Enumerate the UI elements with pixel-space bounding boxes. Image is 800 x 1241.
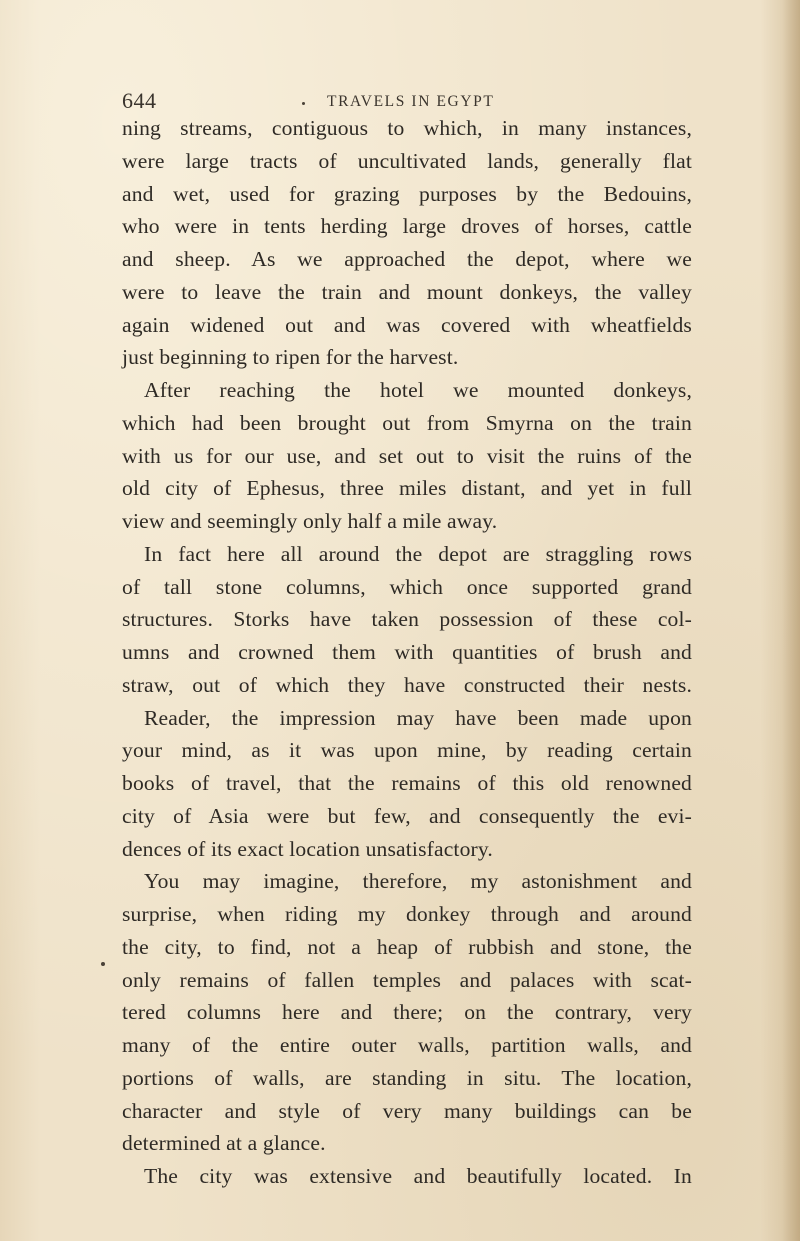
page-number: 644 bbox=[122, 88, 157, 113]
text-line: In fact here all around the depot are straggling rows bbox=[144, 541, 692, 566]
text-line: just beginning to ripen for the harvest. bbox=[122, 345, 459, 370]
text-line: were to leave the train and mount donkeys, the valley bbox=[122, 279, 692, 304]
text-line: again widened out and was covered with wheatfields bbox=[122, 312, 692, 337]
text-line: Reader, the impression may have been made upon bbox=[144, 705, 692, 730]
text-line: books of travel, that the remains of this old renowned bbox=[122, 771, 692, 795]
text-line: with us for our use, and set out to visit the ruins of the bbox=[122, 443, 692, 468]
text-line: your mind, as it was upon mine, by reading certain bbox=[122, 738, 692, 763]
text-line: old city of Ephesus, three miles distant, and yet in full bbox=[122, 476, 692, 501]
text-line: determined at a glance. bbox=[122, 1131, 326, 1156]
text-line: were large tracts of uncultivated lands, generally flat bbox=[122, 148, 692, 173]
text-line: who were in tents herding large droves of horses, cattle bbox=[122, 214, 692, 239]
text-line: view and seemingly only half a mile away. bbox=[122, 509, 498, 533]
text-line: ning streams, contiguous to which, in many instances, bbox=[122, 116, 692, 140]
text-line: character and style of very many buildings can be bbox=[122, 1098, 692, 1123]
page-edge-shadow bbox=[782, 0, 800, 1241]
text-line: the city, to find, not a heap of rubbish and stone, the bbox=[122, 934, 692, 959]
margin-mark bbox=[101, 962, 105, 966]
body-text bbox=[122, 112, 692, 1193]
text-line: The city was extensive and beautifully located. In bbox=[144, 1164, 692, 1188]
text-line: structures. Storks have taken possession of these col- bbox=[122, 607, 692, 632]
text-line: portions of walls, are standing in situ. The location, bbox=[122, 1065, 692, 1090]
text-line: only remains of fallen temples and palaces with scat- bbox=[122, 967, 692, 992]
text-line: of tall stone columns, which once supported grand bbox=[122, 574, 692, 599]
text-line: many of the entire outer walls, partition walls, and bbox=[122, 1033, 692, 1057]
text-line: which had been brought out from Smyrna on the train bbox=[122, 410, 692, 435]
text-line: dences of its exact location unsatisfactory. bbox=[122, 836, 493, 861]
text-line: surprise, when riding my donkey through and around bbox=[122, 902, 692, 926]
text-line: and sheep. As we approached the depot, where we bbox=[122, 247, 692, 271]
text-line: city of Asia were but few, and consequently the evi- bbox=[122, 803, 692, 828]
text-line: You may imagine, therefore, my astonishment and bbox=[144, 869, 692, 894]
text-line: umns and crowned them with quantities of brush and bbox=[122, 640, 692, 664]
text-line: tered columns here and there; on the contrary, very bbox=[122, 1000, 692, 1025]
text-line: straw, out of which they have constructed their nests. bbox=[122, 672, 692, 697]
text-line: After reaching the hotel we mounted donkeys, bbox=[144, 378, 692, 402]
running-head: TRAVELS IN EGYPT bbox=[327, 93, 495, 110]
header-ornament-dot bbox=[302, 102, 305, 105]
text-line: and wet, used for grazing purposes by the Bedouins, bbox=[122, 181, 692, 206]
